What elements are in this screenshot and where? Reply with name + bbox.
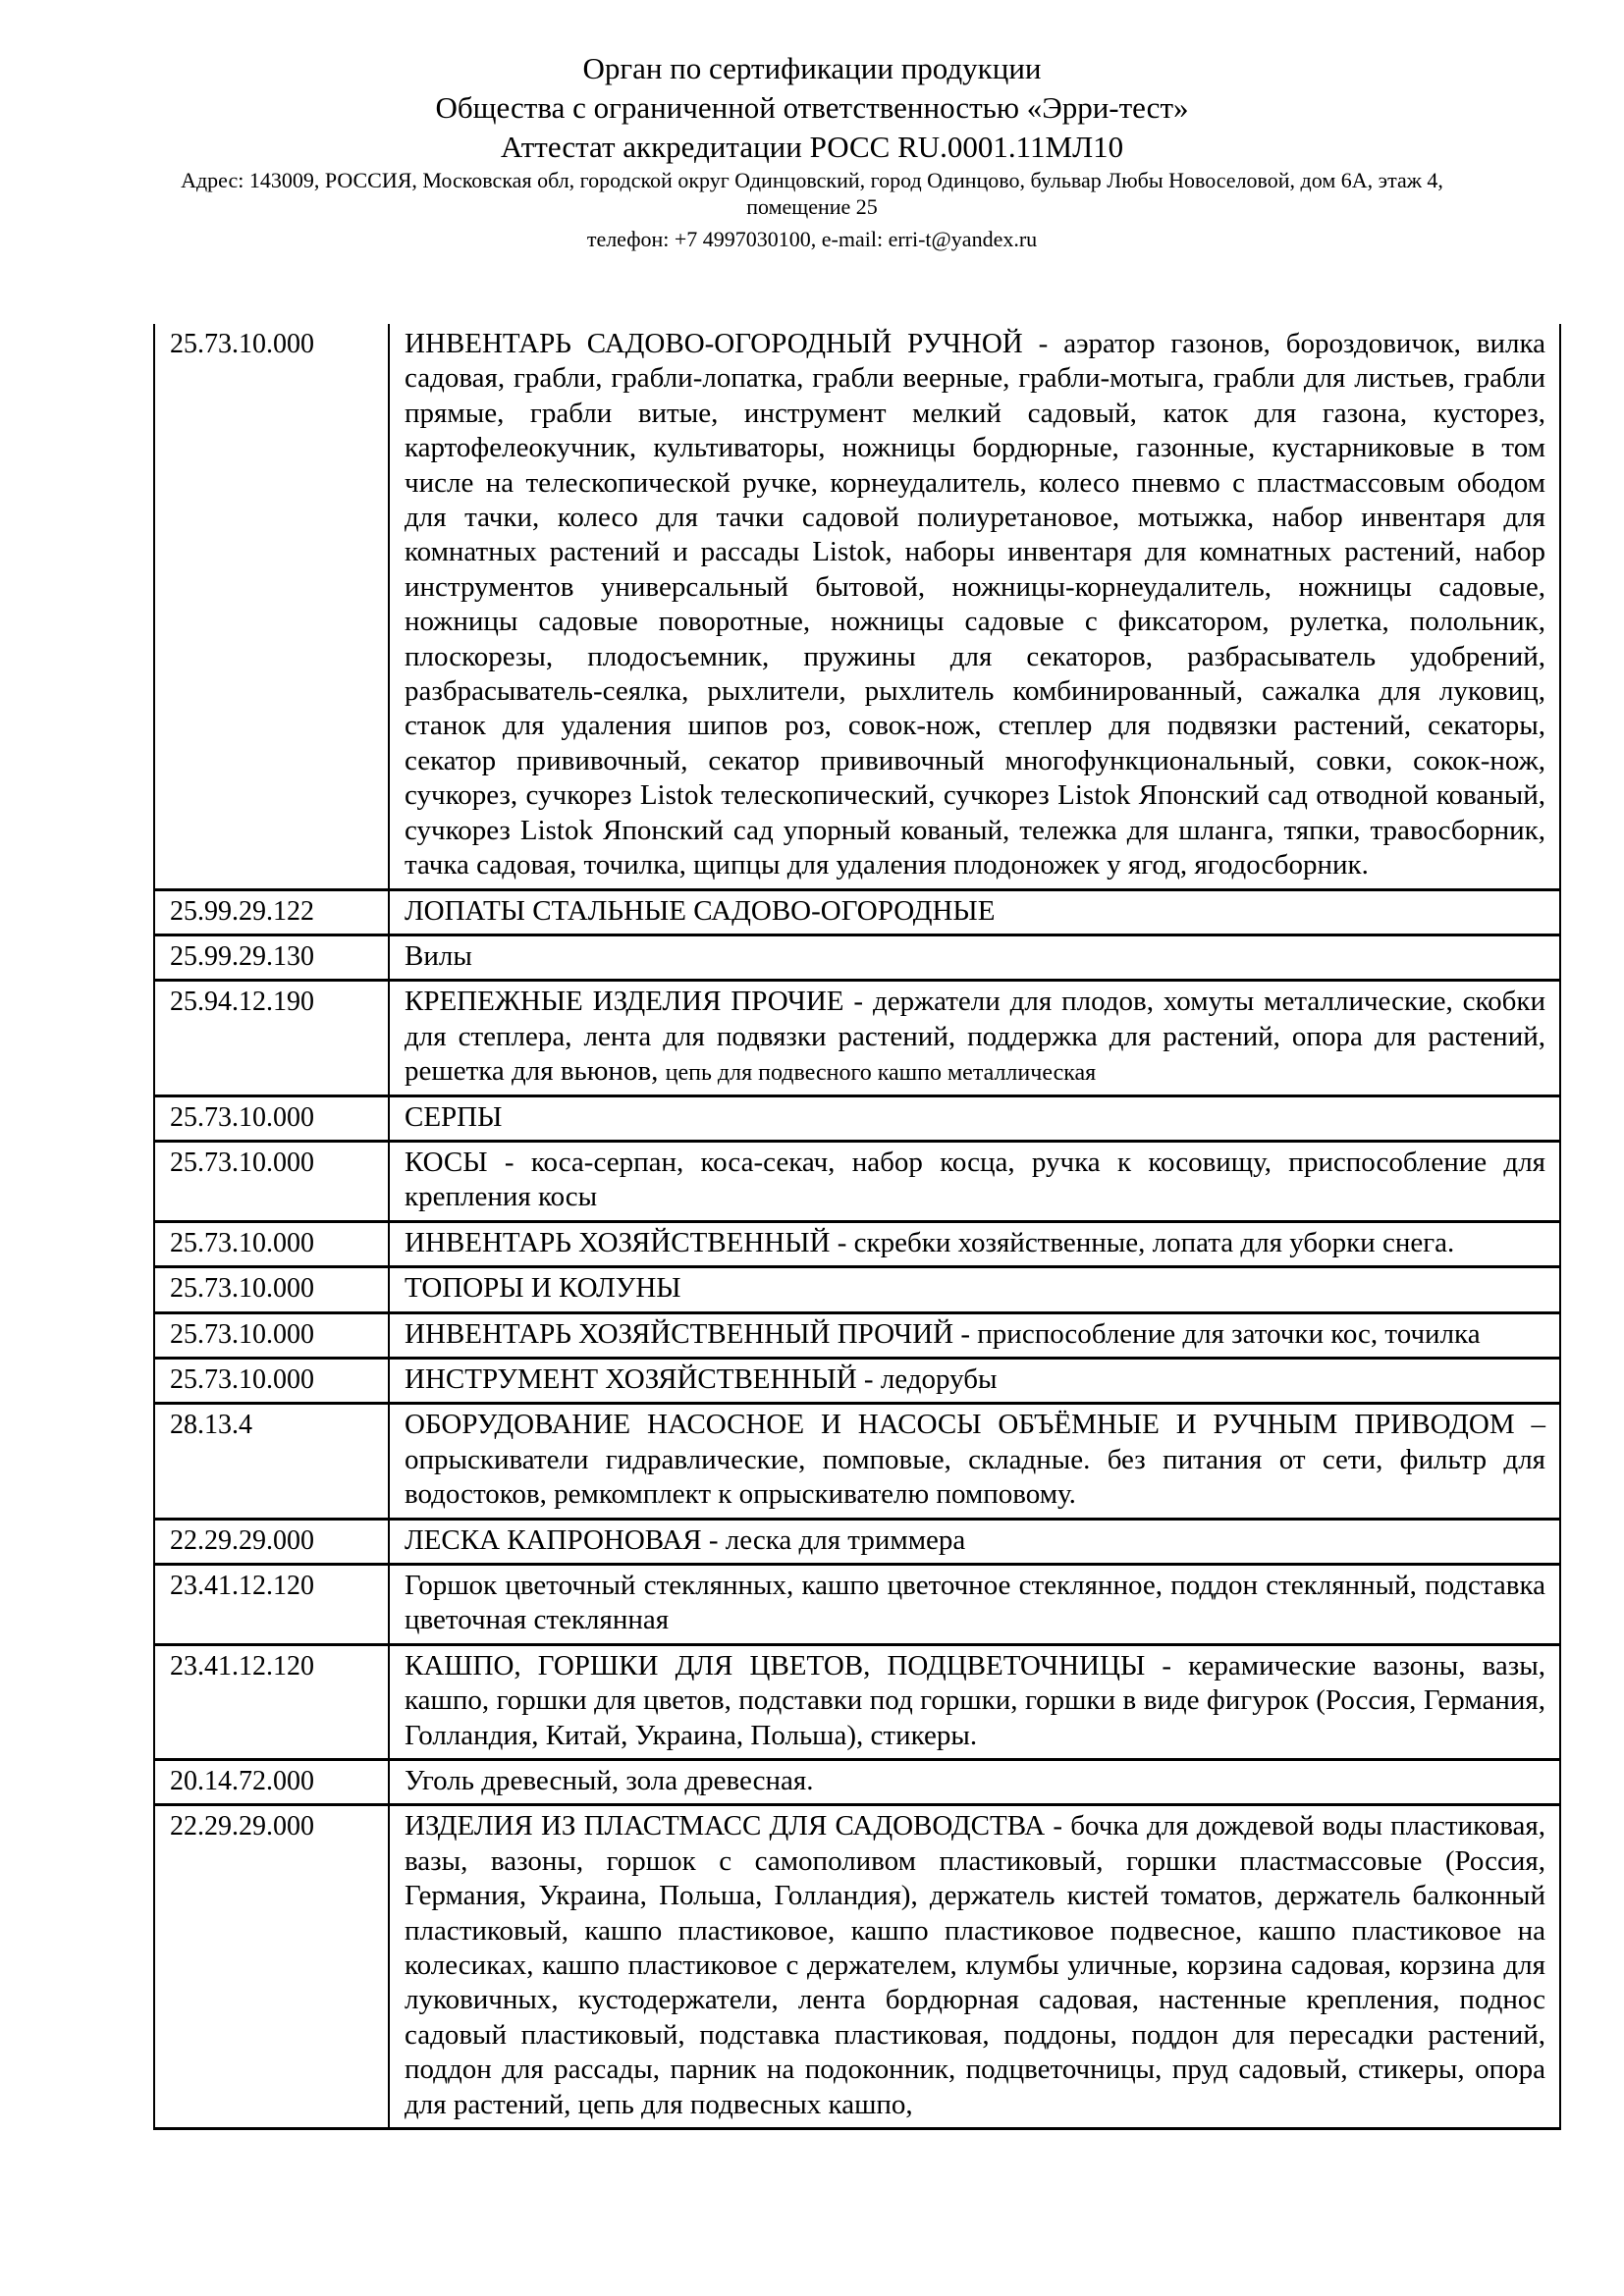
accreditation-line: Аттестат аккредитации РОСС RU.0001.11МЛ10 <box>500 130 1124 164</box>
address-line-1: Адрес: 143009, РОССИЯ, Московская обл, городской округ Одинцовский, город Одинцово, бульвар Любы Новоселовой, дом 6А, этаж 4, <box>181 168 1443 192</box>
code-cell: 20.14.72.000 <box>154 1760 389 1805</box>
code-cell: 25.94.12.190 <box>154 981 389 1095</box>
product-certification-table <box>153 324 1561 2130</box>
description-cell: Горшок цветочный стеклянных, кашпо цветочное стеклянное, поддон стеклянный, подставка цветочная стеклянная <box>389 1565 1560 1645</box>
table-row <box>154 1760 1560 1805</box>
table-row <box>154 1565 1560 1645</box>
code-cell: 25.73.10.000 <box>154 1312 389 1358</box>
table-row <box>154 1805 1560 2129</box>
table-row <box>154 1404 1560 1519</box>
description-cell: Уголь древесный, зола древесная. <box>389 1760 1560 1805</box>
table-row <box>154 981 1560 1095</box>
code-cell: 22.29.29.000 <box>154 1805 389 2129</box>
document-header <box>0 0 1624 252</box>
description-cell: ОБОРУДОВАНИЕ НАСОСНОЕ И НАСОСЫ ОБЪЁМНЫЕ И РУЧНЫМ ПРИВОДОМ – опрыскиватели гидравлические, помповые, складные. без питания от сети, фильтр для водостоков, ремкомплект к опрыскивателю помповому. <box>389 1404 1560 1519</box>
description-cell: ТОПОРЫ И КОЛУНЫ <box>389 1267 1560 1312</box>
org-name-line: Общества с ограниченной ответственностью «Эрри-тест» <box>435 90 1189 125</box>
code-cell: 25.73.10.000 <box>154 1141 389 1221</box>
table-row <box>154 1358 1560 1403</box>
description-cell: Вилы <box>389 934 1560 980</box>
description-cell: КРЕПЕЖНЫЕ ИЗДЕЛИЯ ПРОЧИЕ - держатели для плодов, хомуты металлические, скобки для степлера, лента для подвязки растений, поддержка для растений, опора для растений, решетка для вьюнов, цепь для подвесного кашпо металлическая <box>389 981 1560 1095</box>
code-cell: 25.73.10.000 <box>154 1267 389 1312</box>
description-cell: ИНВЕНТАРЬ САДОВО-ОГОРОДНЫЙ РУЧНОЙ - аэратор газонов, бороздовичок, вилка садовая, грабли, грабли-лопатка, грабли веерные, грабли-мотыга, грабли для листьев, грабли прямые, грабли витые, инструмент мелкий садовый, каток для газона, кусторез, картофелеокучник, культиваторы, ножницы бордюрные, газонные, кустарниковые в том числе на телескопической ручке, корнеудалитель, колесо пневмо с пластмассовым ободом для тачки, колесо для тачки садовой полиуретановое, мотыжка, набор инвентаря для комнатных растений и рассады Listok, наборы инвентаря для комнатных растений, набор инструментов универсальный бытовой, ножницы-корнеудалитель, ножницы садовые, ножницы садовые поворотные, ножницы садовые с фиксатором, рулетка, полольник, плоскорезы, плодосъемник, пружины для секаторов, разбрасыватель удобрений, разбрасыватель-сеялка, рыхлители, рыхлитель комбинированный, сажалка для луковиц, станок для удаления шипов роз, совок-нож, степлер для подвязки растений, секаторы, секатор прививочный, секатор прививочный многофункциональный, совки, сокок-нож, сучкорез, сучкорез Listok телескопический, сучкорез Listok Японский сад отводной кованый, сучкорез Listok Японский сад упорный кованый, тележка для шланга, тяпки, травосборник, тачка садовая, точилка, щипцы для удаления плодоножек у ягод, ягодосборник. <box>389 324 1560 889</box>
code-cell: 23.41.12.120 <box>154 1565 389 1645</box>
table-row <box>154 1519 1560 1564</box>
code-cell: 23.41.12.120 <box>154 1644 389 1759</box>
table-row <box>154 889 1560 934</box>
description-cell: ЛОПАТЫ СТАЛЬНЫЕ САДОВО-ОГОРОДНЫЕ <box>389 889 1560 934</box>
code-cell: 25.73.10.000 <box>154 324 389 889</box>
table-row <box>154 1312 1560 1358</box>
description-cell: ЛЕСКА КАПРОНОВАЯ - леска для триммера <box>389 1519 1560 1564</box>
description-cell: СЕРПЫ <box>389 1095 1560 1141</box>
code-cell: 22.29.29.000 <box>154 1519 389 1564</box>
table-row <box>154 324 1560 889</box>
description-cell: КОСЫ - коса-серпан, коса-секач, набор косца, ручка к косовищу, приспособление для крепления косы <box>389 1141 1560 1221</box>
table-row <box>154 1267 1560 1312</box>
code-cell: 25.73.10.000 <box>154 1095 389 1141</box>
table-row <box>154 1095 1560 1141</box>
code-cell: 25.99.29.130 <box>154 934 389 980</box>
address-line-2: помещение 25 <box>746 194 878 219</box>
code-cell: 28.13.4 <box>154 1404 389 1519</box>
table-row <box>154 1644 1560 1759</box>
description-cell: ИНСТРУМЕНТ ХОЗЯЙСТВЕННЫЙ - ледорубы <box>389 1358 1560 1403</box>
org-type-line: Орган по сертификации продукции <box>582 51 1042 85</box>
contact-line: телефон: +7 4997030100, e-mail: erri-t@yandex.ru <box>586 227 1038 251</box>
table-row <box>154 1141 1560 1221</box>
description-cell: ИНВЕНТАРЬ ХОЗЯЙСТВЕННЫЙ ПРОЧИЙ - приспособление для заточки кос, точилка <box>389 1312 1560 1358</box>
code-cell: 25.73.10.000 <box>154 1358 389 1403</box>
description-cell: ИЗДЕЛИЯ ИЗ ПЛАСТМАСС ДЛЯ САДОВОДСТВА - бочка для дождевой воды пластиковая, вазы, вазоны, горшок с самополивом пластиковый, горшки пластмассовые (Россия, Германия, Украина, Польша, Голландия), держатель кистей томатов, держатель балконный пластиковый, кашпо пластиковое, кашпо пластиковое подвесное, кашпо пластиковое на колесиках, кашпо пластиковое с держателем, клумбы уличные, корзина садовая, корзина для луковичных, кустодержатели, лента бордюрная садовая, настенные крепления, поднос садовый пластиковый, подставка пластиковая, поддоны, поддон для пересадки растений, поддон для рассады, парник на подоконник, подцветочницы, пруд садовый, стикеры, опора для растений, цепь для подвесных кашпо, <box>389 1805 1560 2129</box>
table-row <box>154 934 1560 980</box>
description-cell: КАШПО, ГОРШКИ ДЛЯ ЦВЕТОВ, ПОДЦВЕТОЧНИЦЫ - керамические вазоны, вазы, кашпо, горшки для цветов, подставки под горшки, горшки в виде фигурок (Россия, Германия, Голландия, Китай, Украина, Польша), стикеры. <box>389 1644 1560 1759</box>
code-cell: 25.73.10.000 <box>154 1221 389 1266</box>
code-cell: 25.99.29.122 <box>154 889 389 934</box>
description-cell: ИНВЕНТАРЬ ХОЗЯЙСТВЕННЫЙ - скребки хозяйственные, лопата для уборки снега. <box>389 1221 1560 1266</box>
table-row <box>154 1221 1560 1266</box>
